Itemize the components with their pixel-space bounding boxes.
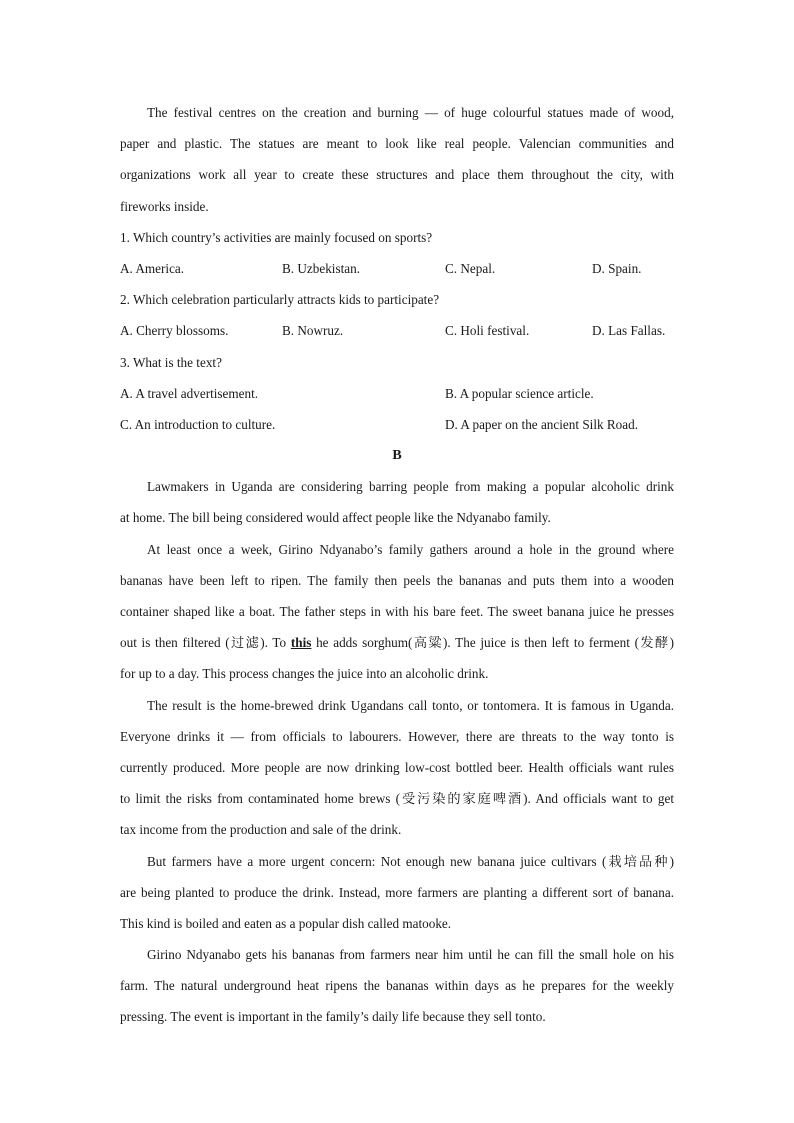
- option-d: D. Spain.: [592, 260, 642, 276]
- passage-b: [120, 471, 674, 1032]
- text-line: are being planted to produce the drink. Instead, more farmers are planting a different sort of banana.: [120, 884, 674, 900]
- paragraph: [120, 690, 674, 846]
- text-line: The festival centres on the creation and burning — of huge colourful statues made of wood,: [147, 105, 674, 120]
- text-line: for up to a day. This process changes the juice into an alcoholic drink.: [120, 666, 489, 682]
- text-line: The result is the home-brewed drink Ugandans call tonto, or tontomera. It is famous in Uganda.: [147, 697, 674, 713]
- option-row: [120, 315, 674, 346]
- paragraph: [120, 534, 674, 690]
- option-row: [120, 253, 674, 284]
- question-2: [120, 284, 674, 346]
- option-b: B. Uzbekistan.: [282, 260, 361, 276]
- text-line: at home. The bill being considered would affect people like the Ndyanabo family.: [120, 510, 551, 526]
- option-d: D. A paper on the ancient Silk Road.: [445, 416, 639, 432]
- text-line: At least once a week, Girino Ndyanabo’s family gathers around a hole in the ground where: [147, 541, 674, 557]
- option-a: A. A travel advertisement.: [120, 385, 259, 401]
- option-c: C. Holi festival.: [445, 323, 530, 339]
- paragraph: [120, 939, 674, 1033]
- text-line: This kind is boiled and eaten as a popular dish called matooke.: [120, 915, 452, 931]
- text-line: fireworks inside.: [120, 198, 209, 214]
- option-a: A. America.: [120, 260, 185, 276]
- text-line: But farmers have a more urgent concern: Not enough new banana juice cultivars (栽培品种): [147, 853, 674, 869]
- question-stem: 1. Which country’s activities are mainly focused on sports?: [120, 229, 433, 245]
- text-line: farm. The natural underground heat ripens the bananas within days as he prepares for the weekly: [120, 978, 674, 994]
- option-b: B. A popular science article.: [445, 385, 594, 401]
- paragraph: [120, 471, 674, 533]
- option-a: A. Cherry blossoms.: [120, 323, 229, 339]
- paragraph: [120, 846, 674, 940]
- question-stem: 2. Which celebration particularly attracts kids to participate?: [120, 292, 440, 308]
- option-c: C. Nepal.: [445, 260, 496, 276]
- text-line: currently produced. More people are now drinking low-cost bottled beer. Health officials want rules: [120, 759, 674, 775]
- question-stem: 3. What is the text?: [120, 354, 222, 370]
- text-line: Lawmakers in Uganda are considering barring people from making a popular alcoholic drink: [147, 479, 674, 495]
- text-line: to limit the risks from contaminated home brews (受污染的家庭啤酒). And officials want to get: [120, 791, 674, 807]
- text-line: [120, 627, 674, 658]
- question-3: [120, 347, 674, 441]
- text-line: pressing. The event is important in the family’s daily life because they sell tonto.: [120, 1009, 546, 1025]
- option-row: [120, 378, 674, 409]
- section-heading: B: [392, 448, 402, 464]
- text-line: tax income from the production and sale of the drink.: [120, 822, 402, 838]
- text-line: bananas have been left to ripen. The family then peels the bananas and puts them into a wooden: [120, 572, 674, 588]
- option-c: C. An introduction to culture.: [120, 416, 276, 432]
- underlined-word: this: [290, 635, 312, 651]
- option-b: B. Nowruz.: [282, 323, 344, 339]
- text-line: organizations work all year to create these structures and place them throughout the city, with: [120, 167, 674, 183]
- text-line: paper and plastic. The statues are meant to look like real people. Valencian communities and: [120, 136, 674, 152]
- text-line: Everyone drinks it — from officials to labourers. However, there are threats to the way tonto is: [120, 728, 674, 744]
- document-page: [120, 97, 674, 1033]
- option-row: [120, 409, 674, 440]
- question-1: [120, 222, 674, 284]
- option-d: D. Las Fallas.: [592, 323, 666, 339]
- text-segment: he adds sorghum(高粱). The juice is then left to ferment (发酵): [311, 635, 674, 651]
- text-line: container shaped like a boat. The father steps in with his bare feet. The sweet banana juice he presses: [120, 604, 674, 619]
- text-line: Girino Ndyanabo gets his bananas from farmers near him until he can fill the small hole on his: [147, 947, 674, 963]
- text-segment: out is then filtered (过滤). To: [120, 635, 291, 651]
- passage-a: [120, 97, 674, 222]
